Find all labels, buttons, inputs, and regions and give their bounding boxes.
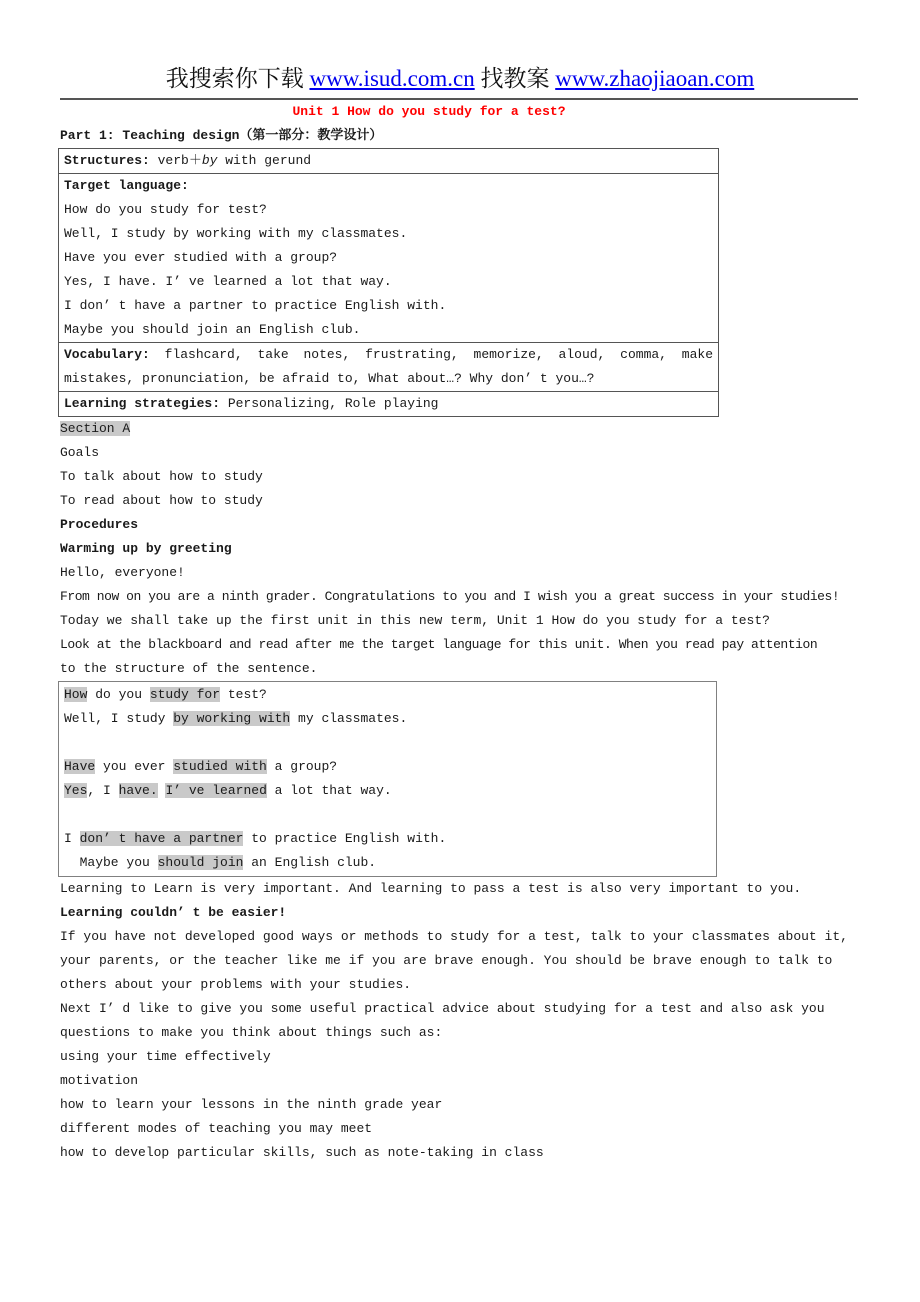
text-segment: Warming up by greeting: [60, 541, 232, 556]
text-line: [64, 198, 713, 222]
text-segment: If you have not developed good ways or methods to study for a test, talk to your classmates about it,: [60, 929, 848, 944]
text-segment: a group?: [266, 759, 338, 774]
text-line: [60, 973, 860, 997]
text-segment: to the structure of the sentence.: [60, 661, 318, 676]
text-segment: Procedures: [60, 517, 139, 532]
text-line: [60, 949, 860, 973]
text-segment: motivation: [60, 1073, 139, 1088]
strategies-text: [64, 392, 713, 416]
vocabulary-text: [64, 343, 713, 391]
text-segment: I: [64, 831, 80, 846]
text-segment: How: [64, 687, 88, 702]
text-segment: my classmates.: [290, 711, 408, 726]
section-a-body: [60, 417, 860, 681]
site-header-prefix: 我搜索你下载: [165, 66, 310, 91]
text-segment: To read about how to study: [60, 493, 263, 508]
strategies-row: [59, 392, 719, 417]
text-segment: How do you study for test?: [64, 202, 267, 217]
text-segment: Next I’ d like to give you some useful practical advice about studying for a test and also ask you: [60, 1001, 825, 1016]
text-segment: Yes: [64, 783, 88, 798]
text-line: [60, 417, 860, 441]
structures-row: [59, 149, 719, 174]
page-title: Unit 1 How do you study for a test?: [292, 104, 566, 119]
text-line: [60, 657, 860, 681]
text-line: [60, 925, 860, 949]
text-line: [60, 633, 860, 657]
text-segment: don’ t have a partner: [79, 831, 244, 846]
text-line: [60, 489, 860, 513]
text-segment: Hello, everyone!: [60, 565, 185, 580]
text-segment: questions to make you think about things such as:: [60, 1025, 443, 1040]
text-line: [64, 246, 713, 270]
text-segment: how to learn your lessons in the ninth grade year: [60, 1097, 443, 1112]
text-line: [60, 1045, 860, 1069]
text-line: [60, 1093, 860, 1117]
site-link-zhaojiaoan[interactable]: www.zhaojiaoan.com: [555, 66, 755, 91]
target-language-box: [58, 681, 717, 877]
text-line: [60, 1141, 860, 1165]
text-segment: study for: [149, 687, 221, 702]
text-segment: by: [201, 153, 218, 168]
text-segment: Well, I study: [64, 711, 174, 726]
lesson-body: [60, 877, 860, 1165]
document-content: [60, 100, 860, 1165]
text-segment: , I: [87, 783, 119, 798]
text-line: [60, 585, 860, 609]
text-segment: how to develop particular skills, such as note-taking in class: [60, 1145, 544, 1160]
text-segment: studied with: [173, 759, 267, 774]
text-line: [60, 1117, 860, 1141]
text-line: [64, 803, 711, 827]
text-segment: your parents, or the teacher like me if you are brave enough. You should be brave enough to talk to: [60, 953, 833, 968]
text-segment: have.: [118, 783, 158, 798]
text-line: [60, 1069, 860, 1093]
text-line: [60, 901, 860, 925]
text-segment: Section A: [60, 421, 131, 436]
text-segment: flashcard, take notes, frustrating, memorize, aloud, comma, make mistakes, pronunciation, be afraid to, What about…? Why don’ t you…?: [64, 347, 713, 386]
text-segment: To talk about how to study: [60, 469, 263, 484]
text-line: [60, 513, 860, 537]
text-line: [60, 997, 860, 1021]
part-heading: Part 1: Teaching design（第一部分：教学设计）: [60, 128, 383, 143]
text-segment: verb＋: [149, 153, 202, 168]
target-language-label: Target language:: [64, 178, 189, 193]
text-line: [64, 294, 713, 318]
site-header-middle: 找教案: [474, 66, 556, 91]
text-line: [64, 851, 711, 875]
text-segment: Learning to Learn is very important. And learning to pass a test is also very important to you.: [60, 881, 802, 896]
text-line: [64, 222, 713, 246]
text-segment: test?: [220, 687, 267, 702]
text-segment: should join: [157, 855, 244, 870]
text-segment: you ever: [95, 759, 174, 774]
text-segment: Look at the blackboard and read after me the target language for this unit. When you read pay attention: [60, 637, 818, 652]
text-segment: others about your problems with your studies.: [60, 977, 412, 992]
text-segment: Vocabulary:: [64, 347, 150, 362]
text-segment: a lot that way.: [266, 783, 392, 798]
text-line: [64, 683, 711, 707]
text-segment: Maybe you: [64, 855, 158, 870]
text-segment: I’ ve learned: [165, 783, 267, 798]
text-segment: by working with: [173, 711, 291, 726]
text-segment: different modes of teaching you may meet: [60, 1121, 373, 1136]
text-segment: Well, I study by working with my classmates.: [64, 226, 408, 241]
text-segment: using your time effectively: [60, 1049, 271, 1064]
text-segment: Have you ever studied with a group?: [64, 250, 338, 265]
target-language-row: [59, 174, 719, 343]
text-line: [64, 731, 711, 755]
text-segment: with gerund: [217, 153, 312, 168]
text-line: [64, 755, 711, 779]
text-segment: Personalizing, Role playing: [220, 396, 439, 411]
text-segment: Learning strategies:: [64, 396, 221, 411]
text-segment: to practice English with.: [243, 831, 447, 846]
text-segment: Learning couldn’ t be easier!: [60, 905, 287, 920]
info-table: [58, 148, 719, 417]
text-line: [60, 609, 860, 633]
vocabulary-row: [59, 343, 719, 392]
text-segment: do you: [87, 687, 150, 702]
text-segment: Have: [64, 759, 96, 774]
text-segment: Yes, I have. I’ ve learned a lot that way.: [64, 274, 392, 289]
site-header: [0, 0, 920, 94]
structures-text: [64, 149, 713, 173]
text-segment: Maybe you should join an English club.: [64, 322, 361, 337]
text-line: [60, 465, 860, 489]
text-line: [60, 537, 860, 561]
text-line: [60, 441, 860, 465]
text-line: [64, 827, 711, 851]
text-segment: Today we shall take up the first unit in this new term, Unit 1 How do you study for a test?: [60, 613, 770, 628]
text-line: [60, 561, 860, 585]
text-segment: an English club.: [243, 855, 377, 870]
text-segment: I don’ t have a partner to practice English with.: [64, 298, 447, 313]
text-line: [64, 318, 713, 342]
site-link-isud[interactable]: www.isud.com.cn: [309, 66, 475, 91]
text-line: [64, 707, 711, 731]
text-line: [60, 1021, 860, 1045]
text-segment: From now on you are a ninth grader. Congratulations to you and I wish you a great success in your studies!: [60, 589, 840, 604]
text-line: [60, 877, 860, 901]
text-segment: Goals: [60, 445, 100, 460]
text-line: [64, 779, 711, 803]
text-line: [64, 270, 713, 294]
text-segment: Structures:: [64, 153, 150, 168]
target-language-lines: [64, 198, 713, 342]
